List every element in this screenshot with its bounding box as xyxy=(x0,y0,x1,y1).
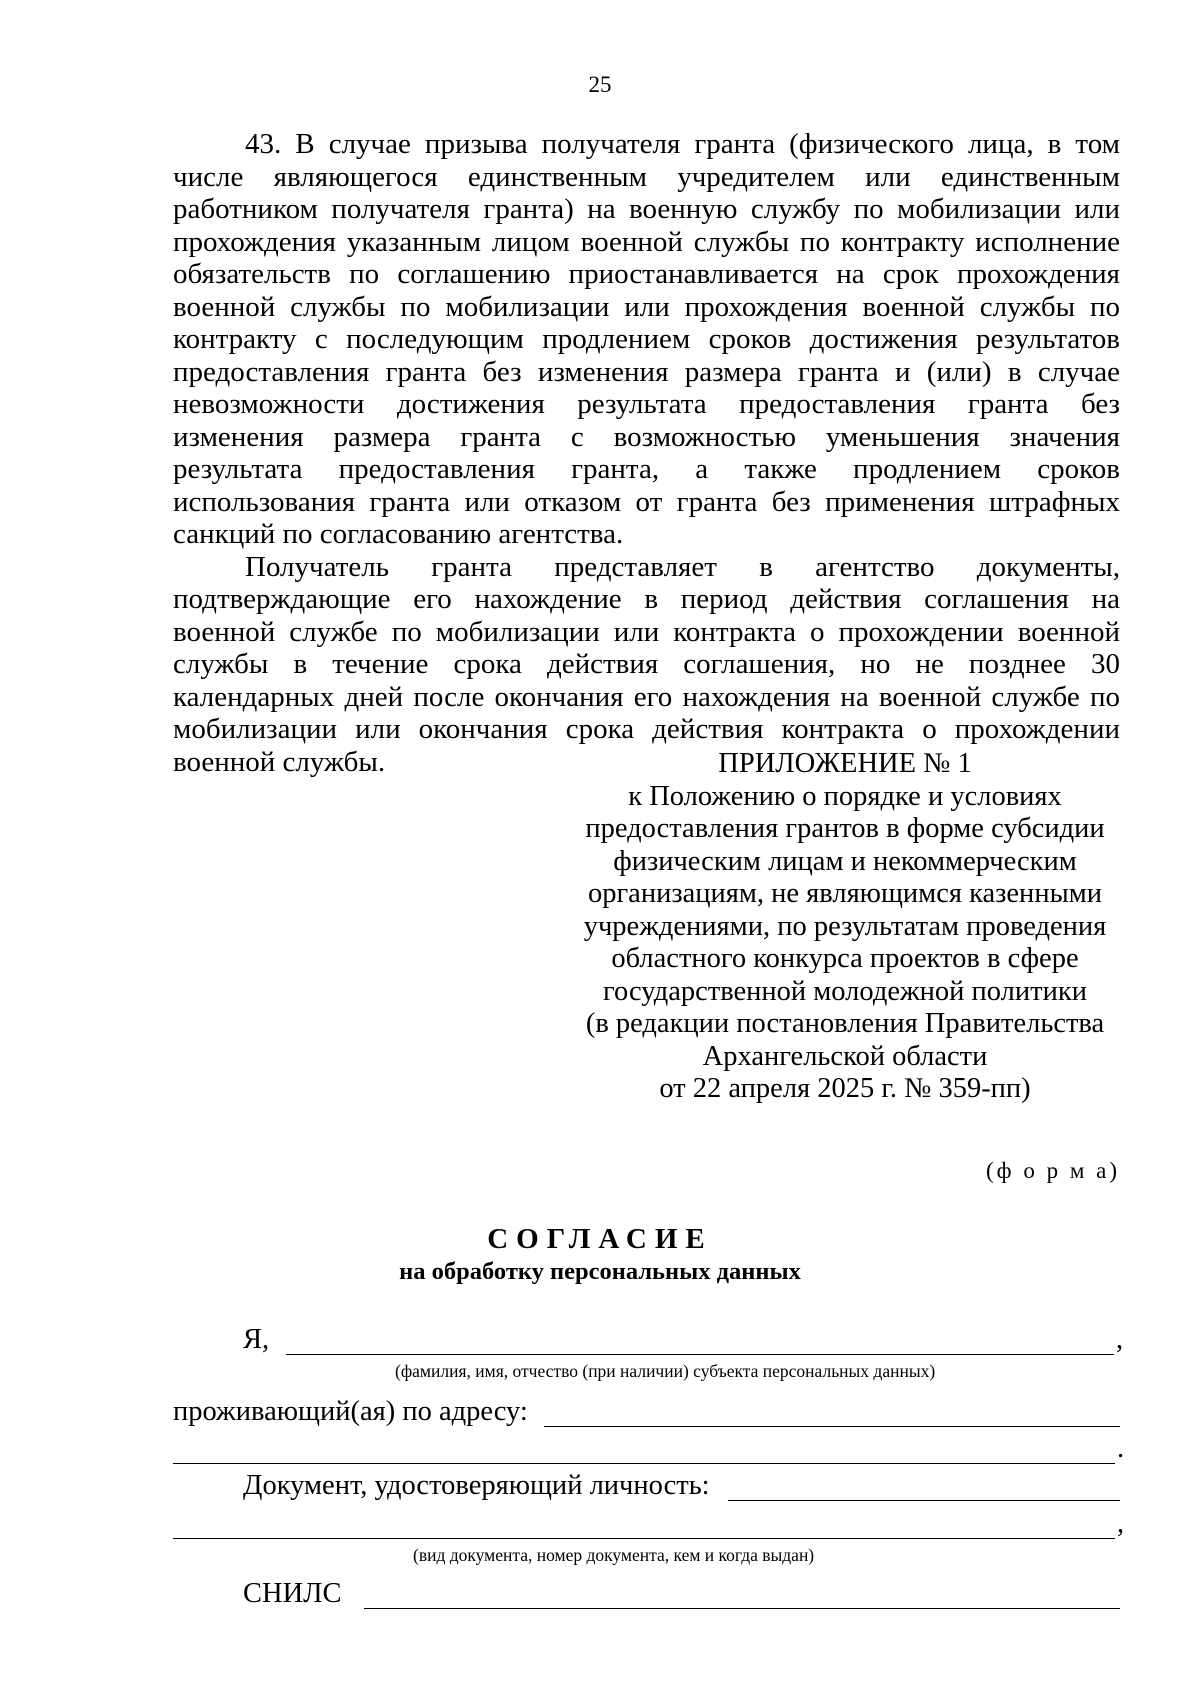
appendix-header xyxy=(555,748,1135,1106)
appendix-line: (в редакции постановления Правительства xyxy=(585,1008,1105,1039)
document-comma: , xyxy=(1117,1508,1125,1539)
appendix-line: государственной молодежной политики xyxy=(603,975,1087,1007)
appendix-line: Архангельской области xyxy=(702,1040,988,1072)
paragraph-43: 43. В случае призыва получателя гранта (физического лица, в том числе являющегося единственным учредителем или единственным работником получателя гранта) на военную службу по мобилизации или прохождения указанным лицом военной службы по контракту исполнение обязательств по соглашению приостанавливается на срок прохождения военной службы по мобилизации или прохождения военной службы по контракту с последующим продлением сроков достижения результатов предоставления гранта без изменения размера гранта и (или) в случае невозможности достижения результата предоставления гранта без изменения размера гранта с возможностью уменьшения значения результата предоставления гранта, а также продлением сроков использования гранта или отказом от гранта без применения штрафных санкций по согласованию агентства. xyxy=(173,128,1120,550)
document-field-line[interactable] xyxy=(728,1500,1120,1501)
address-field-line[interactable] xyxy=(544,1426,1120,1427)
snils-label: СНИЛС xyxy=(243,1578,342,1609)
document-label: Документ, удостоверяющий личность: xyxy=(243,1470,710,1501)
address-field-line-2[interactable] xyxy=(173,1463,1115,1464)
name-comma: , xyxy=(1116,1324,1124,1355)
form-mark: (ф о р м а) xyxy=(986,1158,1120,1183)
appendix-line: учреждениями, по результатам проведения xyxy=(583,910,1107,942)
appendix-line: предоставления грантов в форме субсидии xyxy=(585,813,1105,844)
paragraph-documents: Получатель гранта представляет в агентство документы, подтверждающие его нахождение в период действия соглашения на военной службе по мобилизации или контракта о прохождении военной службы в течение срока действия соглашения, но не позднее 30 календарных дней после окончания его нахождения на военной службе по мобилизации или окончания срока действия контракта о прохождении военной службы. xyxy=(173,550,1120,778)
appendix-line: областного конкурса проектов в сфере xyxy=(611,943,1079,974)
ya-label: Я, xyxy=(243,1324,270,1355)
page-number: 25 xyxy=(588,72,612,97)
main-text xyxy=(173,128,1120,778)
appendix-line: от 22 апреля 2025 г. № 359-пп) xyxy=(659,1073,1031,1104)
document-field-line-2[interactable] xyxy=(173,1538,1115,1539)
snils-field-line[interactable] xyxy=(364,1608,1120,1609)
address-label: проживающий(ая) по адресу: xyxy=(173,1396,528,1427)
appendix-line: физическим лицам и некоммерческим xyxy=(613,845,1077,877)
name-hint: (фамилия, имя, отчество (при наличии) субъекта персональных данных) xyxy=(395,1361,936,1381)
appendix-line: к Положению о порядке и условиях xyxy=(628,780,1062,812)
name-field-line[interactable] xyxy=(286,1354,1114,1355)
document-hint: (вид документа, номер документа, кем и когда выдан) xyxy=(413,1545,815,1565)
appendix-title: ПРИЛОЖЕНИЕ № 1 xyxy=(718,748,972,779)
consent-title: СОГЛАСИЕ xyxy=(487,1223,713,1255)
address-period: . xyxy=(1117,1433,1125,1464)
consent-subtitle: на обработку персональных данных xyxy=(399,1258,801,1285)
appendix-line: организациям, не являющимся казенными xyxy=(587,878,1103,909)
